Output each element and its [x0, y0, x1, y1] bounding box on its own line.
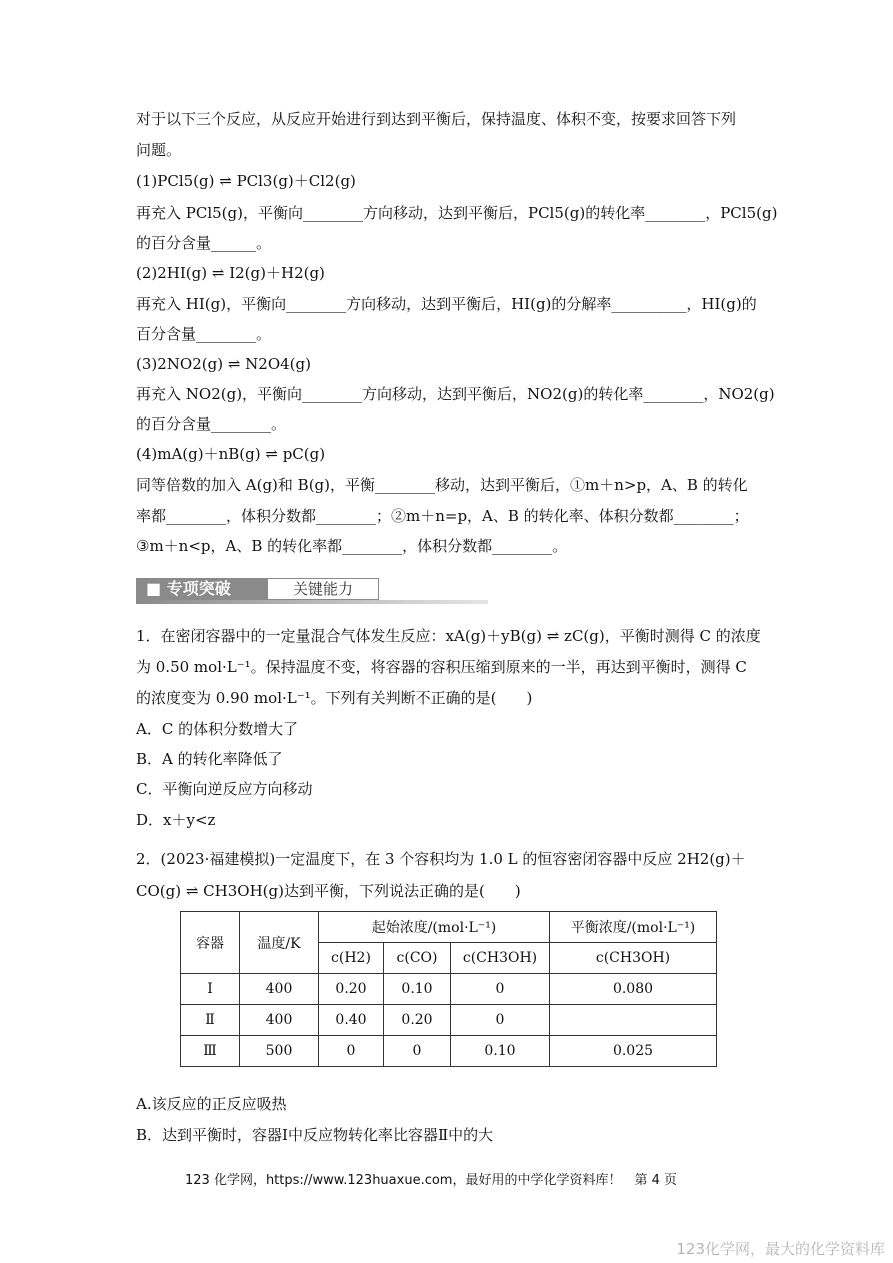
p1-option-d: D．x＋y<z — [136, 811, 216, 829]
q3-line-1: 再充入 NO2(g)，平衡向________方向移动，达到平衡后，NO2(g)的转化率________，NO2(g) — [136, 385, 775, 403]
header-start-conc: 起始浓度/(mol·L⁻¹) — [319, 912, 550, 943]
section-banner — [136, 576, 488, 604]
p1-option-a: A．C 的体积分数增大了 — [136, 720, 299, 738]
table-cell: Ⅲ — [181, 1036, 240, 1067]
table-cell: Ⅰ — [181, 974, 240, 1005]
q3-line-2: 的百分含量________。 — [136, 415, 287, 433]
p1-line-2: 为 0.50 mol·L⁻¹。保持温度不变，将容器的容积压缩到原来的一半，再达到平衡时，测得 C — [136, 658, 747, 676]
table-cell: 0 — [451, 1005, 550, 1036]
sub-header-ch3oh-start: c(CH3OH) — [451, 943, 550, 974]
intro-line-2: 问题。 — [136, 141, 182, 159]
table-row — [181, 974, 717, 1005]
table-row — [181, 1036, 717, 1067]
banner-underline — [136, 600, 488, 604]
p2-line-1: 2．(2023·福建模拟)一定温度下，在 3 个容积均为 1.0 L 的恒容密闭容器中反应 2H2(g)＋ — [136, 850, 746, 868]
q1-line-2: 的百分含量______。 — [136, 234, 272, 252]
p1-line-1: 1．在密闭容器中的一定量混合气体发生反应：xA(g)＋yB(g) ⇌ zC(g)，平衡时测得 C 的浓度 — [136, 627, 761, 645]
p1-line-3: 的浓度变为 0.90 mol·L⁻¹。下列有关判断不正确的是( ) — [136, 689, 533, 707]
header-temperature: 温度/K — [240, 912, 319, 974]
table-cell: 0.10 — [384, 974, 451, 1005]
table-cell: 0.20 — [319, 974, 384, 1005]
q2-line-1: 再充入 HI(g)，平衡向________方向移动，达到平衡后，HI(g)的分解率__________，HI(g)的 — [136, 295, 757, 313]
p2-option-a: A.该反应的正反应吸热 — [136, 1095, 287, 1113]
table-cell: 0 — [384, 1036, 451, 1067]
table-cell: 500 — [240, 1036, 319, 1067]
table-cell: Ⅱ — [181, 1005, 240, 1036]
table-cell: 0 — [319, 1036, 384, 1067]
p1-option-b: B．A 的转化率降低了 — [136, 750, 283, 768]
table-cell: 0.40 — [319, 1005, 384, 1036]
q4-equation: (4)mA(g)＋nB(g) ⇌ pC(g) — [136, 445, 326, 463]
q4-line-1: 同等倍数的加入 A(g)和 B(g)，平衡________移动，达到平衡后，①m＋n>p，A、B 的转化 — [136, 476, 748, 494]
header-container: 容器 — [181, 912, 240, 974]
p2-line-2: CO(g) ⇌ CH3OH(g)达到平衡，下列说法正确的是( ) — [136, 882, 521, 900]
q1-equation: (1)PCl5(g) ⇌ PCl3(g)＋Cl2(g) — [136, 172, 356, 190]
sub-header-h2: c(H2) — [319, 943, 384, 974]
q2-equation: (2)2HI(g) ⇌ I2(g)＋H2(g) — [136, 264, 325, 282]
concentration-table — [180, 911, 717, 1067]
table-row — [181, 1005, 717, 1036]
q4-line-3: ③m＋n<p，A、B 的转化率都________，体积分数都________。 — [136, 537, 568, 555]
banner-label-sub: 关键能力 — [267, 578, 379, 600]
sub-header-co: c(CO) — [384, 943, 451, 974]
table-cell — [550, 1005, 717, 1036]
q2-line-2: 百分含量________。 — [136, 325, 272, 343]
table-cell: 0.20 — [384, 1005, 451, 1036]
sub-header-ch3oh-eq: c(CH3OH) — [550, 943, 717, 974]
p2-option-b: B．达到平衡时，容器Ⅰ中反应物转化率比容器Ⅱ中的大 — [136, 1126, 494, 1144]
table-cell: 0.080 — [550, 974, 717, 1005]
watermark: 123化学网，最大的化学资料库 — [676, 1240, 885, 1258]
q1-line-1: 再充入 PCl5(g)，平衡向________方向移动，达到平衡后，PCl5(g)的转化率________，PCl5(g) — [136, 204, 778, 222]
intro-line-1: 对于以下三个反应，从反应开始进行到达到平衡后，保持温度、体积不变，按要求回答下列 — [136, 110, 737, 128]
table-cell: 0.10 — [451, 1036, 550, 1067]
p1-option-c: C．平衡向逆反应方向移动 — [136, 780, 313, 798]
q4-line-2: 率都________，体积分数都________；②m＋n=p，A、B 的转化率、体积分数都________； — [136, 507, 749, 525]
q3-equation: (3)2NO2(g) ⇌ N2O4(g) — [136, 355, 311, 373]
page-footer: 123 化学网，https://www.123huaxue.com，最好用的中学化学资料库！ 第 4 页 — [185, 1173, 678, 1188]
table-cell: 400 — [240, 974, 319, 1005]
table-cell: 0.025 — [550, 1036, 717, 1067]
table-cell: 0 — [451, 974, 550, 1005]
header-eq-conc: 平衡浓度/(mol·L⁻¹) — [550, 912, 717, 943]
banner-label-main: ■ 专项突破 — [136, 578, 267, 600]
table-cell: 400 — [240, 1005, 319, 1036]
